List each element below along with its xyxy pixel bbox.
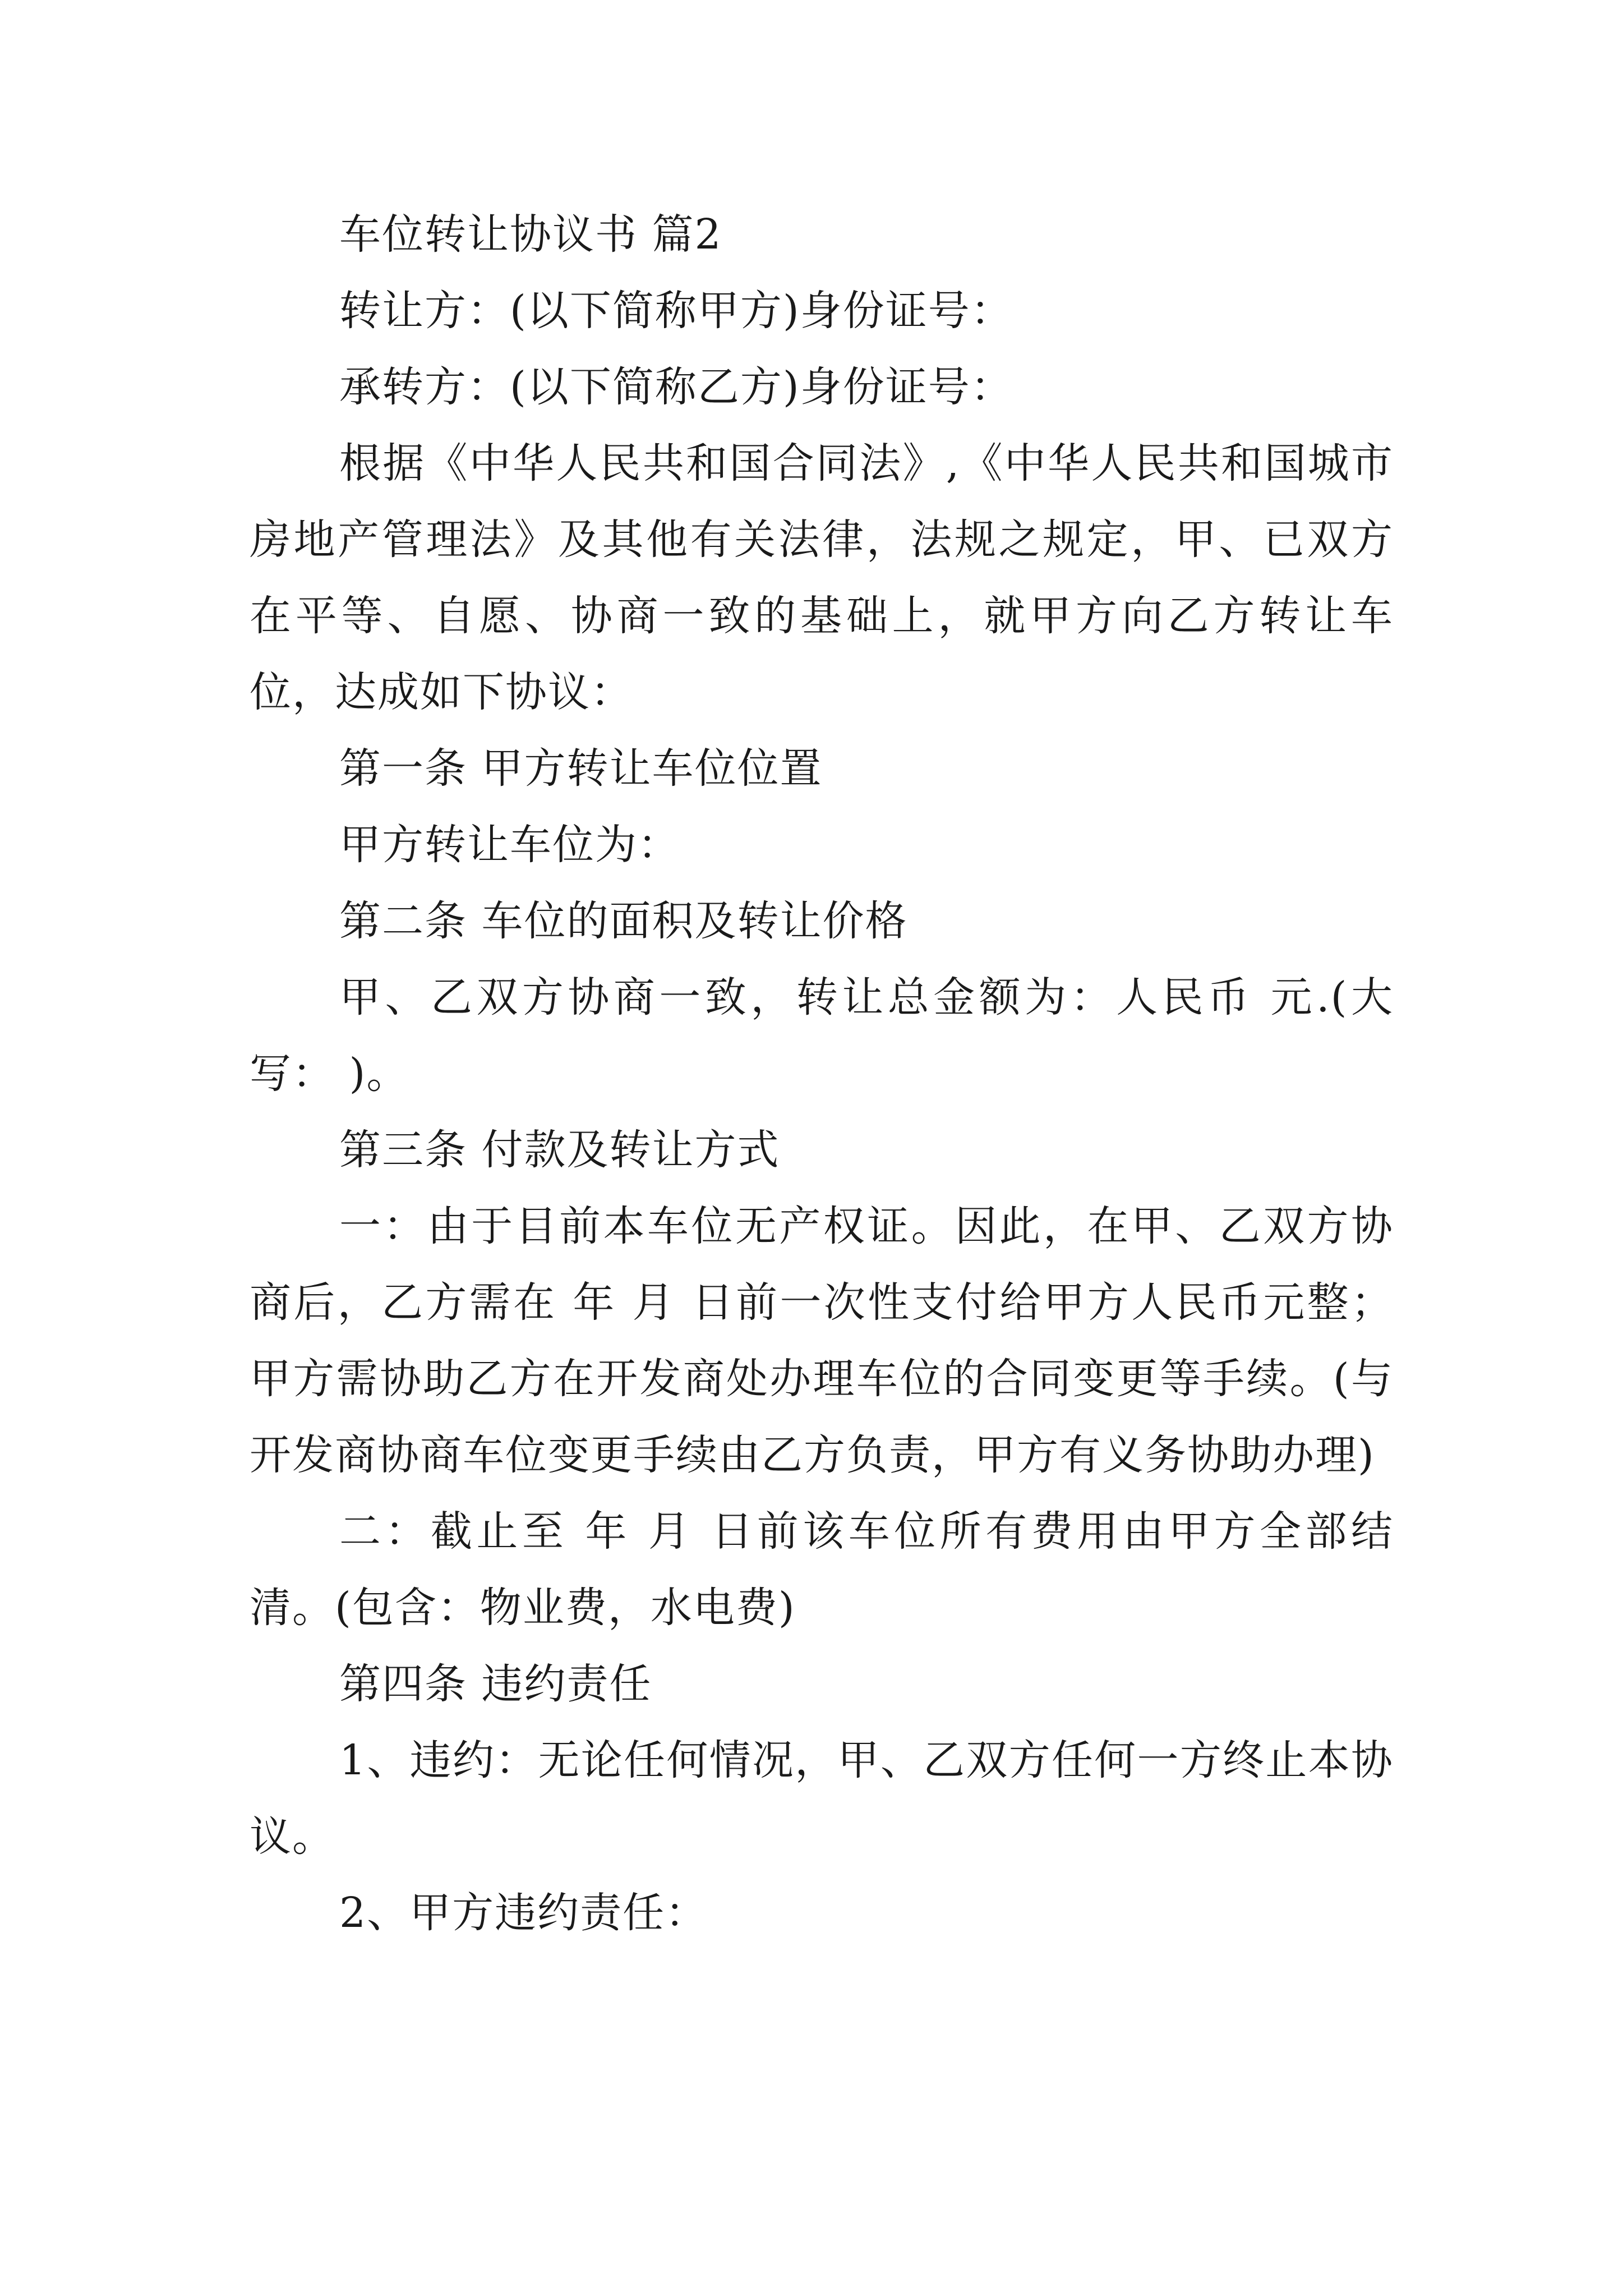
article-1-title: 第一条 甲方转让车位位置 (339, 744, 823, 793)
article-3-item-1: 一：由于目前本车位无产权证。因此，在甲、乙双方协商后，乙方需在 年 月 日前一次性支付给甲方人民币元整；甲方需协助乙方在开发商处办理车位的合同变更等手续。(与开发商协商车位变更手续由乙方负责，甲方有义务协助办理) (250, 1202, 1394, 1479)
article-3-title: 第三条 付款及转让方式 (339, 1126, 780, 1174)
article-1-body: 甲方转让车位为： (339, 821, 680, 869)
article-3-item-2: 二：截止至 年 月 日前该车位所有费用由甲方全部结清。(包含：物业费，水电费) (250, 1507, 1394, 1632)
article-2-body: 甲、乙双方协商一致，转让总金额为：人民币 元.(大写： )。 (250, 973, 1394, 1098)
document-body (250, 196, 1394, 1951)
article-2-title: 第二条 车位的面积及转让价格 (339, 897, 908, 945)
article-4-item-1: 1、违约：无论任何情况，甲、乙双方任何一方终止本协议。 (250, 1736, 1394, 1861)
transferee-line: 承转方：(以下简称乙方)身份证号： (339, 363, 1013, 411)
article-4-item-2: 2、甲方违约责任： (339, 1889, 708, 1937)
article-4-title: 第四条 违约责任 (339, 1660, 652, 1708)
document-title: 车位转让协议书 篇2 (339, 210, 722, 259)
transferor-line: 转让方：(以下简称甲方)身份证号： (339, 287, 1013, 335)
preamble-paragraph: 根据《中华人民共和国合同法》,《中华人民共和国城市房地产管理法》及其他有关法律，法规之规定，甲、已双方在平等、自愿、协商一致的基础上，就甲方向乙方转让车位，达成如下协议： (250, 439, 1394, 716)
